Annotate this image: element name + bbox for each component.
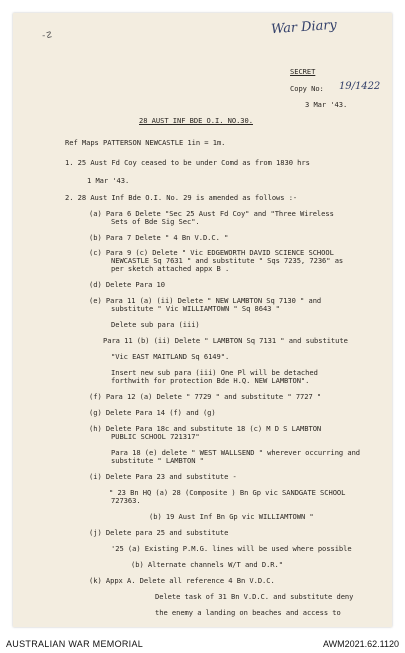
- ref-maps: Ref Maps PATTERSON NEWCASTLE 1in = 1m.: [65, 138, 226, 147]
- footer-accession-number: AWM2021.62.1120: [322, 639, 399, 649]
- body-line: '25 (a) Existing P.M.G. lines will be used where possible: [111, 544, 352, 553]
- body-line: (h) Delete Para 18c and substitute 18 (c) M D S LAMBTON: [89, 424, 322, 433]
- body-line: substitute " LAMBTON ": [111, 456, 204, 465]
- body-line: per sketch attached appx B .: [111, 264, 230, 273]
- body-line: (b) 19 Aust Inf Bn Gp vic WILLIAMTOWN ": [149, 512, 314, 521]
- body-line: (b) Para 7 Delete " 4 Bn V.D.C. ": [89, 233, 229, 242]
- body-line: the enemy a landing on beaches and access to: [155, 608, 341, 617]
- body-line: NEWCASTLE Sq 7631 " and substitute " Sqs 7235, 7236" as: [111, 256, 344, 265]
- body-line: (f) Para 12 (a) Delete " 7729 " and substitute " 7727 ": [89, 392, 322, 401]
- document-date: 3 Mar '43.: [305, 100, 348, 109]
- body-line: 727363.: [111, 496, 141, 505]
- document-page: [13, 13, 392, 627]
- pencil-mark: -☡: [41, 31, 52, 41]
- body-line: Para 11 (b) (ii) Delete " LAMBTON Sq 7131 " and substitute: [103, 336, 348, 345]
- body-line: (k) Appx A. Delete all reference 4 Bn V.D.C.: [89, 576, 275, 585]
- body-line: " 23 Bn HQ (a) 28 (Composite ) Bn Gp vic SANDGATE SCHOOL: [109, 488, 346, 497]
- body-line: forthwith for protection Bde H.Q. NEW LAMBTON".: [111, 376, 310, 385]
- footer-institution: AUSTRALIAN WAR MEMORIAL: [6, 639, 144, 649]
- handwritten-title: War Diary: [270, 17, 338, 38]
- document-title: 28 AUST INF BDE O.I. NO.30.: [139, 116, 253, 125]
- body-line: (e) Para 11 (a) (ii) Delete " NEW LAMBTON Sq 7130 " and: [89, 296, 322, 305]
- body-line: (a) Para 6 Delete "Sec 25 Aust Fd Coy" and "Three Wireless: [89, 209, 334, 218]
- body-line: (g) Delete Para 14 (f) and (g): [89, 408, 216, 417]
- body-line: (d) Delete Para 10: [89, 280, 165, 289]
- body-line: Para 18 (e) delete " WEST WALLSEND " wherever occurring and: [111, 448, 361, 457]
- body-line: 1 Mar '43.: [87, 176, 130, 185]
- body-line: (j) Delete para 25 and substitute: [89, 528, 229, 537]
- body-line: Delete sub para (iii): [111, 320, 200, 329]
- body-line: (b) Alternate channels W/T and D.R.": [131, 560, 283, 569]
- body-line: "Vic EAST MAITLAND Sq 6149".: [111, 352, 230, 361]
- body-line: 1. 25 Aust Fd Coy ceased to be under Comd as from 1830 hrs: [65, 158, 310, 167]
- body-line: 2. 28 Aust Inf Bde O.I. No. 29 is amended as follows :-: [65, 193, 298, 202]
- archive-footer: [0, 636, 405, 653]
- body-line: Sets of Bde Sig Sec".: [111, 217, 200, 226]
- copy-number: 19/1422: [339, 81, 381, 92]
- body-line: (i) Delete Para 23 and substitute -: [89, 472, 237, 481]
- body-line: Delete task of 31 Bn V.D.C. and substitute deny: [155, 592, 354, 601]
- body-line: PUBLIC SCHOOL 721317": [111, 432, 200, 441]
- body-line: substitute " Vic WILLIAMTOWN " Sq 8643 ": [111, 304, 280, 313]
- body-line: Insert new sub para (iii) One Pl will be detached: [111, 368, 318, 377]
- body-line: (c) Para 9 (c) Delete " Vic EDGEWORTH DAVID SCIENCE SCHOOL: [89, 248, 334, 257]
- secret-heading: SECRET: [290, 67, 316, 76]
- copy-label: Copy No:: [290, 84, 324, 93]
